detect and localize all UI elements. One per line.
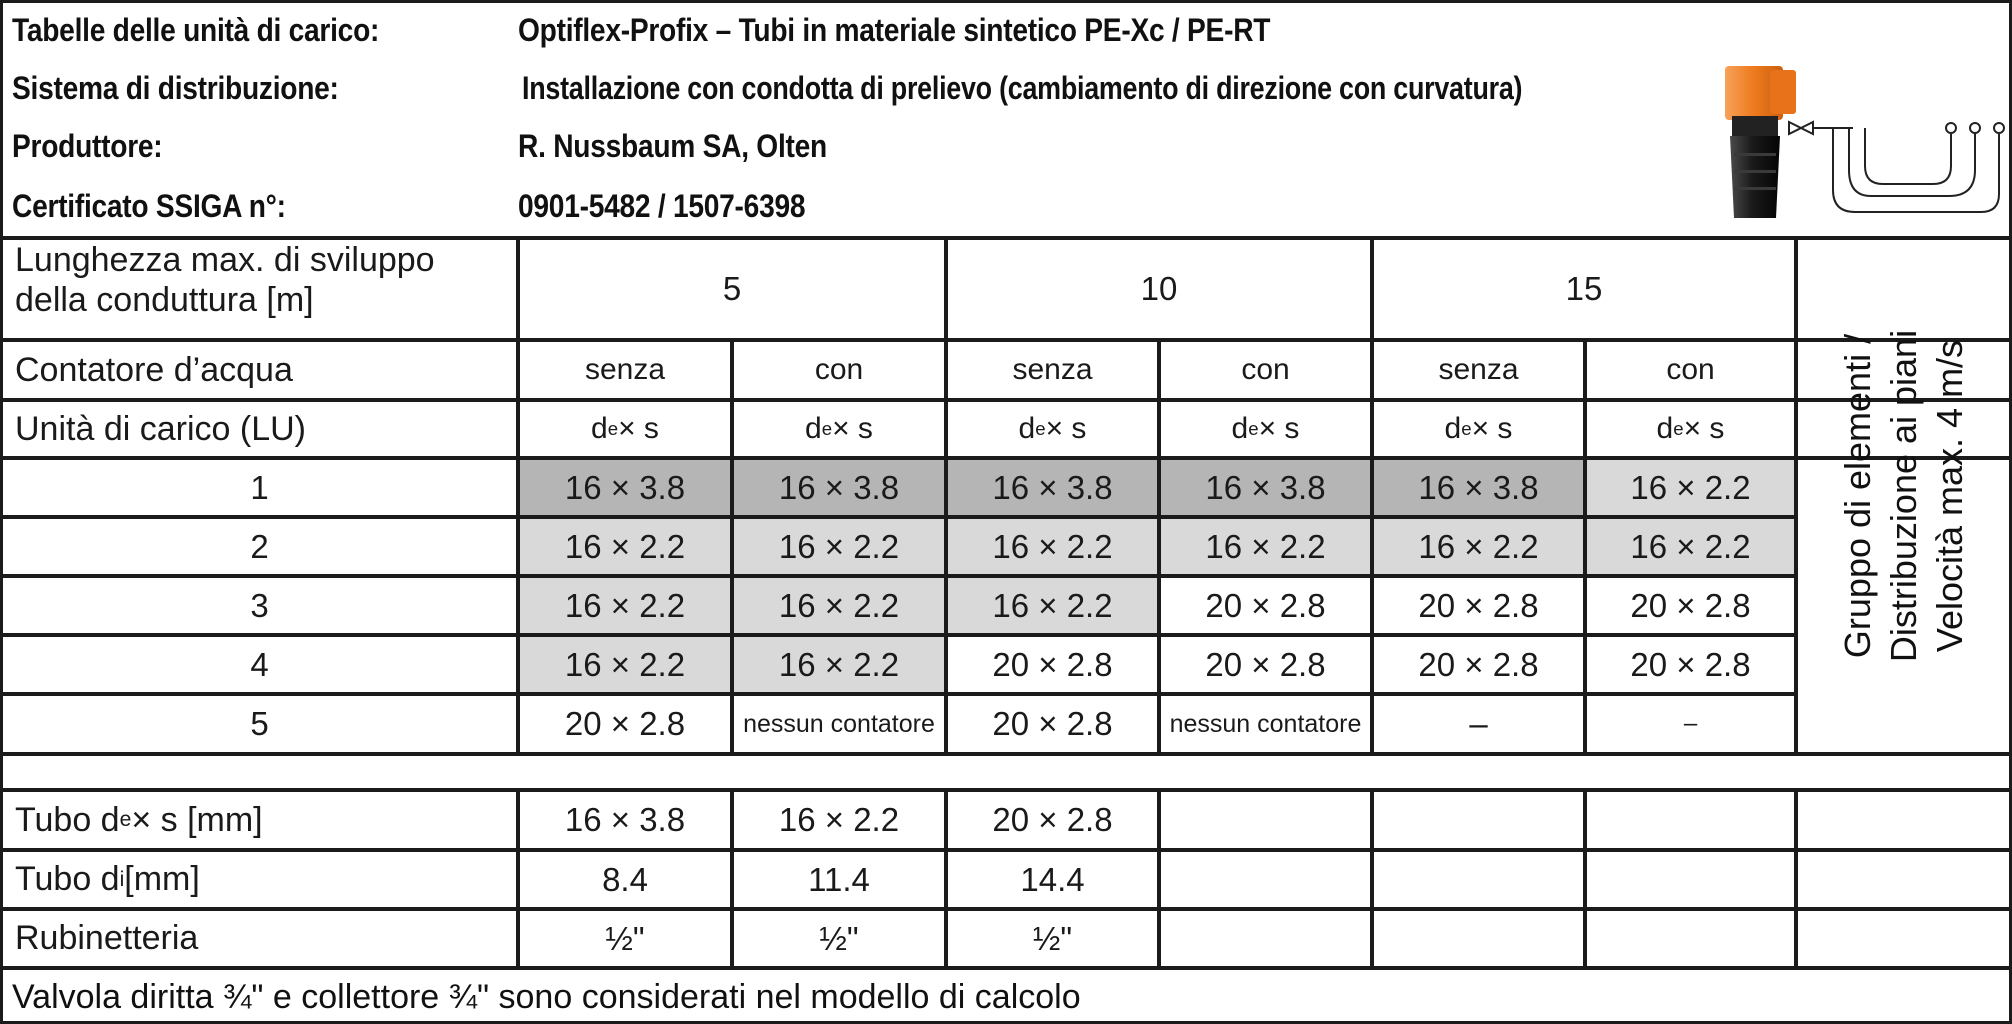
tube-de-value: 16 × 3.8 [564,801,686,838]
header-label-manufacturer [12,126,183,166]
meter-option: senza [1438,353,1519,386]
header-value-product [518,10,1373,50]
length-10: 10 [1140,270,1178,307]
fittings-value: ½" [1032,919,1073,957]
table-cell: nessun contatore [1169,709,1362,738]
meter-option: con [1241,353,1290,386]
dim-d: d [1656,412,1674,445]
header-value-text: Optiflex-Profix – Tubi in materiale sintetico PE-Xc / PE-RT [518,12,1271,48]
dimension-header [1587,402,1794,456]
table-cell: 16 × 3.8 [1374,460,1583,515]
dimension-header [520,402,730,456]
dimension-header [1161,402,1370,456]
table-cell: 16 × 3.8 [520,460,730,515]
table-cell: 16 × 2.2 [520,519,730,574]
dim-rest: × s [1045,412,1087,445]
table-cell: 16 × 2.2 [1587,519,1794,574]
header-label-certificate [12,186,323,226]
tube-di-label [3,852,516,907]
header-label-text: Tabelle delle unità di carico: [12,12,380,48]
header-label-text: Sistema di distribuzione: [12,70,339,106]
header-value-manufacturer [518,126,869,166]
tube-de-label-a: Tubo d [15,800,120,839]
table-cell: 16 × 3.8 [1161,460,1370,515]
grid-line [1794,788,1798,968]
grid-line [0,0,2012,3]
length-15: 15 [1565,270,1603,307]
dim-d: d [805,412,822,445]
grid-line [1157,788,1161,968]
side-label-line2: Distribuzione ai piani [1883,329,1924,663]
table-cell: 16 × 2.2 [734,637,944,692]
dim-d: d [1018,412,1036,445]
tube-di-label-b: [mm] [124,860,200,898]
tube-de-label [3,792,516,848]
meter-option: senza [1012,353,1093,386]
table-cell: 16 × 2.2 [520,578,730,633]
dim-sub: e [1035,418,1046,439]
tube-di-value: 11.4 [808,860,870,898]
table-cell: 16 × 2.2 [1374,519,1583,574]
tube-di-label-sub: i [119,867,125,891]
header-label-system [12,68,383,108]
tube-de-value: 16 × 2.2 [778,801,900,838]
table-cell: 20 × 2.8 [1205,586,1326,624]
dim-d: d [591,412,608,445]
dim-d: d [1231,412,1249,445]
dim-sub: e [1248,418,1259,439]
dim-sub: e [1461,418,1472,439]
header-label-text: Certificato SSIGA n°: [12,188,286,224]
dim-rest: × s [1683,412,1725,445]
grid-line [1370,788,1374,968]
table-cell: 20 × 2.8 [1630,645,1751,683]
header-value-text: 0901-5482 / 1507-6398 [518,188,806,224]
tube-di-label-a: Tubo d [15,860,120,898]
meter-label: Contatore d’acqua [15,350,293,389]
header-value-text: R. Nussbaum SA, Olten [518,128,827,164]
table-cell: 20 × 2.8 [992,705,1113,742]
grid-line [1583,788,1587,968]
table-cell: 16 × 3.8 [734,460,944,515]
tube-de-value: 20 × 2.8 [992,801,1113,838]
table-cell: 16 × 3.8 [948,460,1157,515]
side-label-line3: Velocità max. 4 m/s [1929,339,1970,653]
load-unit-value: 2 [250,527,269,565]
length-5: 5 [722,270,742,307]
footer-note: Valvola diritta ¾" e collettore ¾" sono considerati nel modello di calcolo [12,978,1081,1016]
header-value-text: Installazione con condotta di prelievo (cambiamento di direzione con curvatura) [522,70,1523,106]
side-label [1798,238,2010,754]
tube-de-label-sub: e [119,808,132,831]
fittings-value: ½" [605,919,645,957]
dim-rest: × s [1258,412,1300,445]
side-label-text [1835,330,1973,662]
meter-option: con [1666,353,1715,386]
table-cell: 16 × 2.2 [734,519,944,574]
table-cell: 20 × 2.8 [1418,586,1539,624]
grid-line [0,966,2012,970]
dim-rest: × s [618,412,659,445]
meter-option: con [814,353,864,386]
table-cell: 20 × 2.8 [564,705,686,742]
dim-sub: e [821,418,833,439]
tube-di-value: 14.4 [1020,860,1085,898]
dim-sub: e [1673,418,1684,439]
fittings-value: ½" [819,919,859,957]
table-cell: 20 × 2.8 [1205,645,1326,683]
load-unit-value: 3 [250,586,269,624]
tube-de-label-b: × s [mm] [131,800,263,839]
table-cell: 16 × 2.2 [734,578,944,633]
table-cell: – [1683,710,1698,737]
dim-d: d [1444,412,1462,445]
side-label-line1: Gruppo di elementi / [1837,333,1878,659]
load-unit-label: Unità di carico (LU) [15,409,306,448]
dimension-header [734,402,944,456]
dim-sub: e [607,418,619,439]
table-cell: 16 × 2.2 [1587,460,1794,515]
table-cell: 20 × 2.8 [992,645,1113,683]
table-cell: 16 × 2.2 [948,519,1157,574]
load-unit-value: 4 [250,645,269,683]
table-cell: 20 × 2.8 [1418,645,1539,683]
table-cell: 16 × 2.2 [948,578,1157,633]
header-label-table [12,10,429,50]
header-value-system [522,68,1713,108]
dim-rest: × s [832,412,873,445]
dimension-header [1374,402,1583,456]
table-cell: – [1469,705,1488,742]
header-value-certificate [518,186,844,226]
dim-rest: × s [1471,412,1513,445]
meter-option: senza [584,353,666,386]
length-label-line1: Lunghezza max. di sviluppo [15,241,435,279]
tube-di-value: 8.4 [602,860,648,898]
table-cell: 20 × 2.8 [1630,586,1751,624]
table-cell: 16 × 2.2 [520,637,730,692]
length-label [3,240,516,338]
distribution-schematic-icon [1785,110,2010,225]
load-unit-value: 1 [250,468,269,506]
header-label-text: Produttore: [12,128,163,164]
table-cell: 16 × 2.2 [1161,519,1370,574]
length-label-line2: della conduttura [m] [15,281,314,319]
fittings-label: Rubinetteria [15,919,199,957]
table-cell: nessun contatore [743,709,935,738]
grid-line [0,752,2012,756]
dimension-header [948,402,1157,456]
load-unit-value: 5 [250,705,269,742]
